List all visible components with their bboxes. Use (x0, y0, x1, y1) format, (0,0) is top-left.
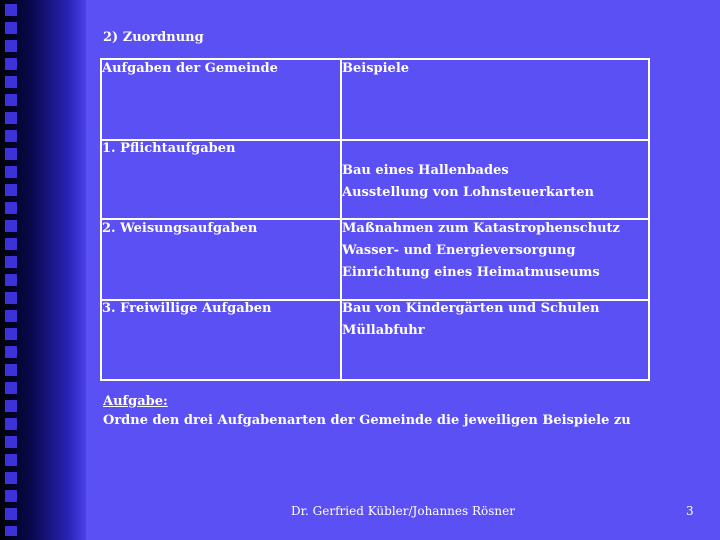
slide-title: 2) Zuordnung (103, 30, 204, 45)
example-item: Bau eines Hallenbades (342, 163, 509, 178)
task-label: Aufgabe: (103, 394, 168, 409)
task-category-2: 2. Weisungsaufgaben (102, 221, 258, 236)
task-category-3: 3. Freiwillige Aufgaben (102, 301, 272, 316)
decorative-squares (5, 4, 17, 536)
example-item: Einrichtung eines Heimatmuseums (342, 265, 600, 280)
page-number: 3 (686, 504, 694, 518)
left-decorative-band (0, 0, 86, 540)
table-header-examples: Beispiele (342, 61, 410, 76)
example-item: Bau von Kindergärten und Schulen (342, 301, 600, 316)
example-item: Maßnahmen zum Katastrophenschutz (342, 221, 620, 236)
footer-authors: Dr. Gerfried Kübler/Johannes Rösner (291, 504, 515, 518)
table-border-bottom (100, 379, 650, 381)
example-item: Ausstellung von Lohnsteuerkarten (342, 185, 594, 200)
task-category-1: 1. Pflichtaufgaben (102, 141, 236, 156)
example-item: Müllabfuhr (342, 323, 425, 338)
task-instruction: Ordne den drei Aufgabenarten der Gemeinde die jeweiligen Beispiele zu (103, 413, 631, 428)
example-item: Wasser- und Energieversorgung (342, 243, 576, 258)
table-header-tasks: Aufgaben der Gemeinde (102, 61, 278, 76)
assignment-table (100, 58, 650, 381)
